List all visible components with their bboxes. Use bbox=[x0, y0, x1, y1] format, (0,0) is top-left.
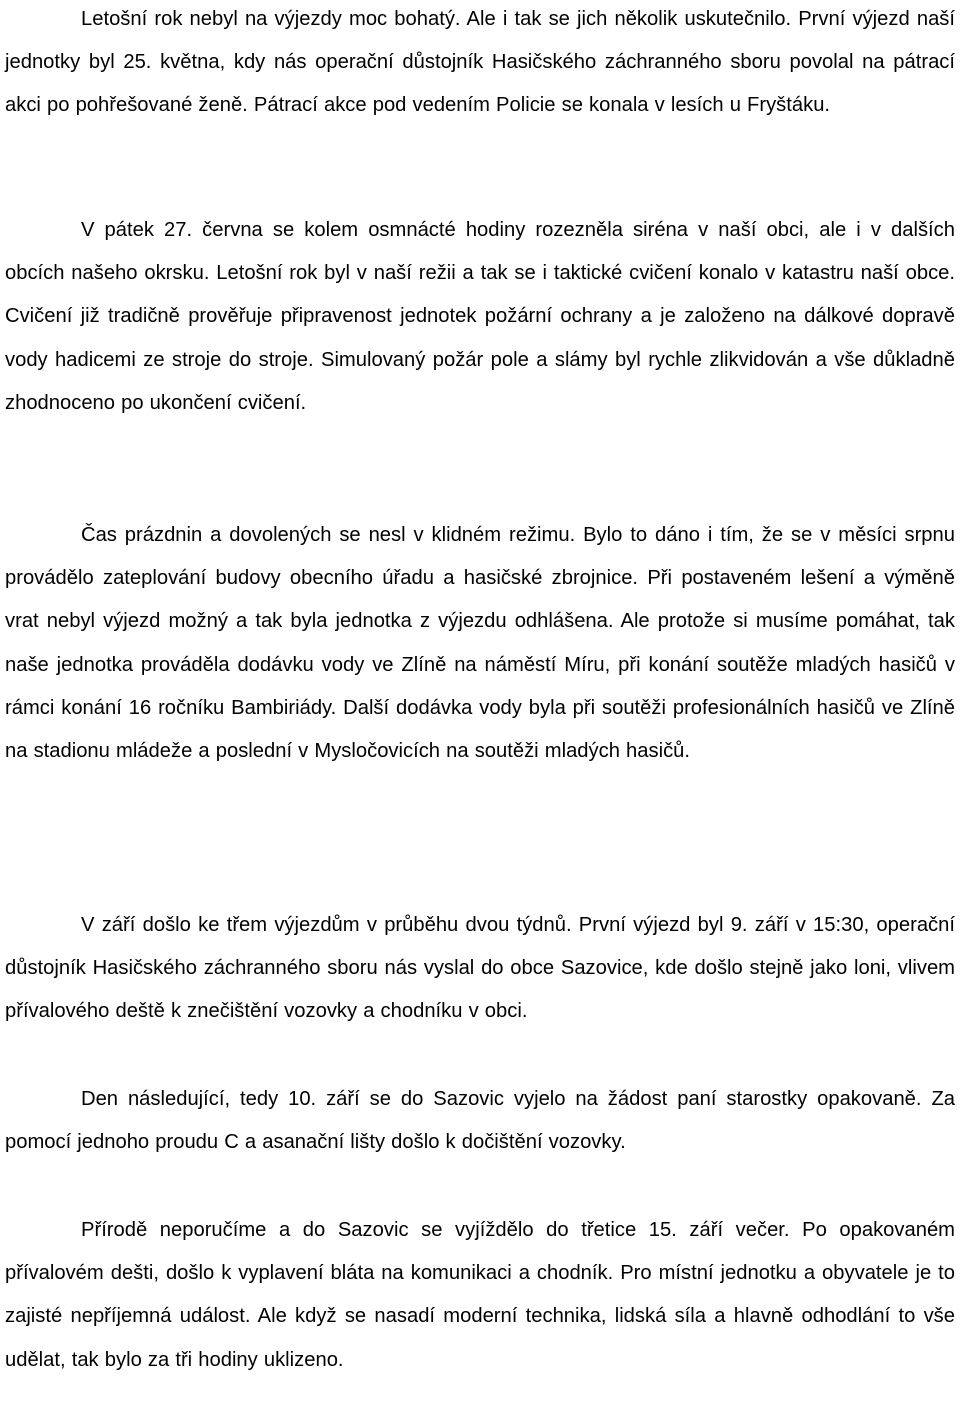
paragraph-summer-holidays: Čas prázdnin a dovolených se nesl v klidném režimu. Bylo to dáno i tím, že se v měsíci srpnu provádělo zateplování budovy obecního úřadu a hasičské zbrojnice. Při postaveném lešení a výměně vrat nebyl výjezd možný a tak byla jednotka z výjezdu odhlášena. Ale protože si musíme pomáhat, tak naše jednotka prováděla dodávku vody ve Zlíně na náměstí Míru, při konání soutěže mladých hasičů v rámci konání 16 ročníku Bambiriády. Další dodávka vody byla při soutěži profesionálních hasičů ve Zlíně na stadionu mládeže a poslední v Mysločovicích na soutěži mladých hasičů. bbox=[5, 524, 955, 763]
paragraph-next-day: Den následující, tedy 10. září se do Sazovic vyjelo na žádost paní starostky opakovaně. Za pomocí jednoho proudu C a asanační lišty došlo k dočištění vozovky. bbox=[5, 1088, 955, 1154]
paragraph-third-callout: Přírodě neporučíme a do Sazovic se vyjíždělo do třetice 15. září večer. Po opakovaném přívalovém dešti, došlo k vyplavení bláta na komunikaci a chodník. Pro místní jednotku a obyvatele je to zajisté nepříjemná událost. Ale když se nasadí moderní technika, lidská síla a hlavně odhodlání to vše udělat, tak bylo za tři hodiny uklizeno. bbox=[5, 1219, 955, 1371]
paragraph-september-callouts: V září došlo ke třem výjezdům v průběhu dvou týdnů. První výjezd byl 9. září v 15:30, operační důstojník Hasičského záchranného sboru nás vyslal do obce Sazovice, kde došlo stejně jako loni, vlivem přívalového deště k znečištění vozovky a chodníku v obci. bbox=[5, 914, 955, 1023]
paragraph-tactical-exercise: V pátek 27. června se kolem osmnácté hodiny rozezněla siréna v naší obci, ale i v dalších obcích našeho okrsku. Letošní rok byl v naší režii a tak se i taktické cvičení konalo v katastru naší obce. Cvičení již tradičně prověřuje připravenost jednotek požární ochrany a je založeno na dálkové dopravě vody hadicemi ze stroje do stroje. Simulovaný požár pole a slámy byl rychle zlikvidován a vše důkladně zhodnoceno po ukončení cvičení. bbox=[5, 219, 955, 414]
paragraph-first-callout: Letošní rok nebyl na výjezdy moc bohatý. Ale i tak se jich několik uskutečnilo. První výjezd naší jednotky byl 25. května, kdy nás operační důstojník Hasičského záchranného sboru povolal na pátrací akci po pohřešované ženě. Pátrací akce pod vedením Policie se konala v lesích u Fryštáku. bbox=[5, 8, 955, 117]
